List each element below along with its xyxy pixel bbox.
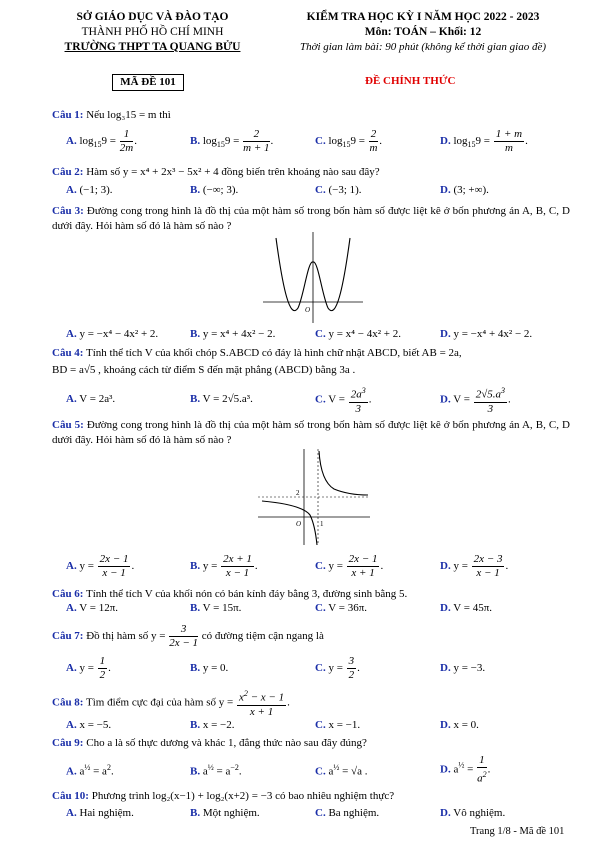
q3-graph [258,230,368,325]
q1-option-c[interactable]: C. $\log_{15}9$ = $\frac{2}{m}$ . [315,128,382,154]
q5-option-a[interactable]: A. y = $\frac{2x - 1}{x - 1}$ . [66,553,135,579]
question-9: Câu 9: Cho a là số thực dương và khác 1, đẳng thức nào sau đây đúng? [52,737,367,749]
q1-text: Nếu log₃15 = m thì [83,109,171,121]
q8-option-b[interactable]: B. x = −2. [190,719,235,731]
q7-option-a[interactable]: A. y = $\frac{1}{2}$ . [66,655,111,681]
q3-option-a[interactable]: A. y = −x⁴ − 4x² + 2. [66,328,159,340]
exam-title: KIỂM TRA HỌC KỲ I NĂM HỌC 2022 - 2023 [306,11,540,23]
q1-option-d[interactable]: D. $\log_{15}9$ = $\frac{1 + m}{m}$ . [440,128,528,154]
question-6: Câu 6: Tính thể tích V của khối nón có bán kính đáy bằng 3, đường sinh bằng 5. [52,588,408,600]
q5-graph [254,447,374,547]
svg-text:O: O [296,520,302,528]
svg-text:O: O [305,306,311,314]
q8-option-c[interactable]: C. x = −1. [315,719,361,731]
q8-option-a[interactable]: A. x = −5. [66,719,112,731]
header-left [40,10,265,55]
q2-option-b[interactable]: B. (−∞; 3). [190,184,239,196]
q10-text: Phương trình log₂(x−1) + log₂(x+2) = −3 có bao nhiêu nghiệm thực? [88,790,395,802]
q2-option-d[interactable]: D. (3; +∞). [440,184,489,196]
school-name: TRƯỜNG THPT TA QUANG BỬU [64,41,241,53]
q4-option-d[interactable]: D. V = $\frac{2√5.a^3}{3}$ . [440,386,511,415]
q7-option-d[interactable]: D. y = −3. [440,662,486,674]
question-2: Câu 2: Hàm số y = x⁴ + 2x³ − 5x² + 4 đồng biến trên khoảng nào sau đây? [52,166,380,178]
q4-text2: BD = a√5 , khoảng cách từ điểm S đến mặt phẳng (ABCD) bằng 3a . [52,364,356,376]
q1-option-a[interactable]: A. $\log_{15}9$ = $\frac{1}{2m}$ . [66,128,137,154]
q4-option-b[interactable]: B. V = 2√5.a³. [190,393,253,405]
q5-text: Đường cong trong hình là đồ thị của một hàm số trong bốn hàm số được liệt kê ở bốn phương án A, B, C, D dưới đây. Hỏi hàm số đó là hàm số nào ? [52,419,570,446]
q5-option-d[interactable]: D. y = $\frac{2x - 3}{x - 1}$ . [440,553,509,579]
q10-option-b[interactable]: B. Một nghiệm. [190,807,260,819]
q9-option-d[interactable]: D. $a^{\frac{1}{2}}$ = $\frac{1}{a^2}$ . [440,754,491,785]
q9-option-a[interactable]: A. $a^{\frac{1}{2}} = a^2$. [66,763,114,778]
q1-label: Câu 1: [52,109,84,121]
q3-option-d[interactable]: D. y = −x⁴ + 4x² − 2. [440,328,533,340]
q4-option-a[interactable]: A. V = 2a³. [66,393,116,405]
official-label: ĐỀ CHÍNH THỨC [365,75,456,87]
q5-option-c[interactable]: C. y = $\frac{2x - 1}{x + 1}$ . [315,553,384,579]
page-footer: Trang 1/8 - Mã đề 101 [470,826,565,837]
question-8: Câu 8: Tìm điểm cực đại của hàm số y = $\frac{x^2 - x - 1}{x + 1}$ . [52,689,290,718]
q4-text1: Tính thể tích V của khối chóp S.ABCD có đáy là hình chữ nhật ABCD, biết AB = 2a, [83,347,462,359]
header-right [278,10,568,55]
question-10: Câu 10: Phương trình log₂(x−1) + log₂(x+2) = −3 có bao nhiêu nghiệm thực? [52,790,395,802]
q2-option-c[interactable]: C. (−3; 1). [315,184,362,196]
subject-line: Môn: TOÁN – Khối: 12 [364,26,482,38]
q4-option-c[interactable]: C. V = $\frac{2a^3}{3}$ . [315,386,372,415]
question-1 [52,108,171,123]
q9-text: Cho a là số thực dương và khác 1, đẳng thức nào sau đây đúng? [83,737,367,749]
q7-option-c[interactable]: C. y = $\frac{3}{2}$ . [315,655,360,681]
q10-option-d[interactable]: D. Vô nghiệm. [440,807,506,819]
q3-option-b[interactable]: B. y = x⁴ + 4x² − 2. [190,328,276,340]
q3-option-c[interactable]: C. y = x⁴ − 4x² + 2. [315,328,401,340]
question-4: Câu 4: Tính thể tích V của khối chóp S.ABCD có đáy là hình chữ nhật ABCD, biết AB = 2a, [52,347,462,359]
svg-text:2: 2 [296,489,300,497]
q2-text: Hàm số y = x⁴ + 2x³ − 5x² + 4 đồng biến trên khoảng nào sau đây? [83,166,380,178]
q9-option-c[interactable]: C. $a^{\frac{1}{2}} = √a$ . [315,763,368,778]
exam-code-box: MÃ ĐỀ 101 [112,74,184,91]
q6-text: Tính thể tích V của khối nón có bán kính đáy bằng 3, đường sinh bằng 5. [83,588,408,600]
q10-option-c[interactable]: C. Ba nghiệm. [315,807,380,819]
q1-option-b[interactable]: B. $\log_{15}9$ = $\frac{2}{m + 1}$ . [190,128,274,154]
question-5: Câu 5: Đường cong trong hình là đồ thị của một hàm số trong bốn hàm số được liệt kê ở bốn phương án A, B, C, D dưới đây. Hỏi hàm số đó là hàm số nào ? [52,419,570,446]
question-3: Câu 3: Đường cong trong hình là đồ thị của một hàm số trong bốn hàm số được liệt kê ở bốn phương án A, B, C, D dưới đây. Hỏi hàm số đó là hàm số nào ? [52,205,570,232]
q6-option-b[interactable]: B. V = 15π. [190,602,242,614]
q5-option-b[interactable]: B. y = $\frac{2x + 1}{x - 1}$ . [190,553,258,579]
q9-option-b[interactable]: B. $a^{\frac{1}{2}} = a^{-2}$. [190,763,242,778]
q6-option-d[interactable]: D. V = 45π. [440,602,493,614]
q6-option-c[interactable]: C. V = 36π. [315,602,368,614]
q3-text: Đường cong trong hình là đồ thị của một hàm số trong bốn hàm số được liệt kê ở bốn phương án A, B, C, D dưới đây. Hỏi hàm số đó là hàm số nào ? [52,205,570,232]
city-name: THÀNH PHỐ HỒ CHÍ MINH [81,26,224,38]
q7-option-b[interactable]: B. y = 0. [190,662,229,674]
svg-text:1: 1 [320,520,324,528]
q6-option-a[interactable]: A. V = 12π. [66,602,119,614]
dept-name: SỞ GIÁO DỤC VÀ ĐÀO TẠO [76,11,229,23]
q8-option-d[interactable]: D. x = 0. [440,719,479,731]
q2-option-a[interactable]: A. (−1; 3). [66,184,113,196]
q10-option-a[interactable]: A. Hai nghiệm. [66,807,134,819]
question-7: Câu 7: Đồ thị hàm số y = $\frac{3}{2x - 1}$ có đường tiệm cận ngang là [52,623,324,649]
time-line: Thời gian làm bài: 90 phút (không kể thời gian giao đề) [299,41,547,53]
